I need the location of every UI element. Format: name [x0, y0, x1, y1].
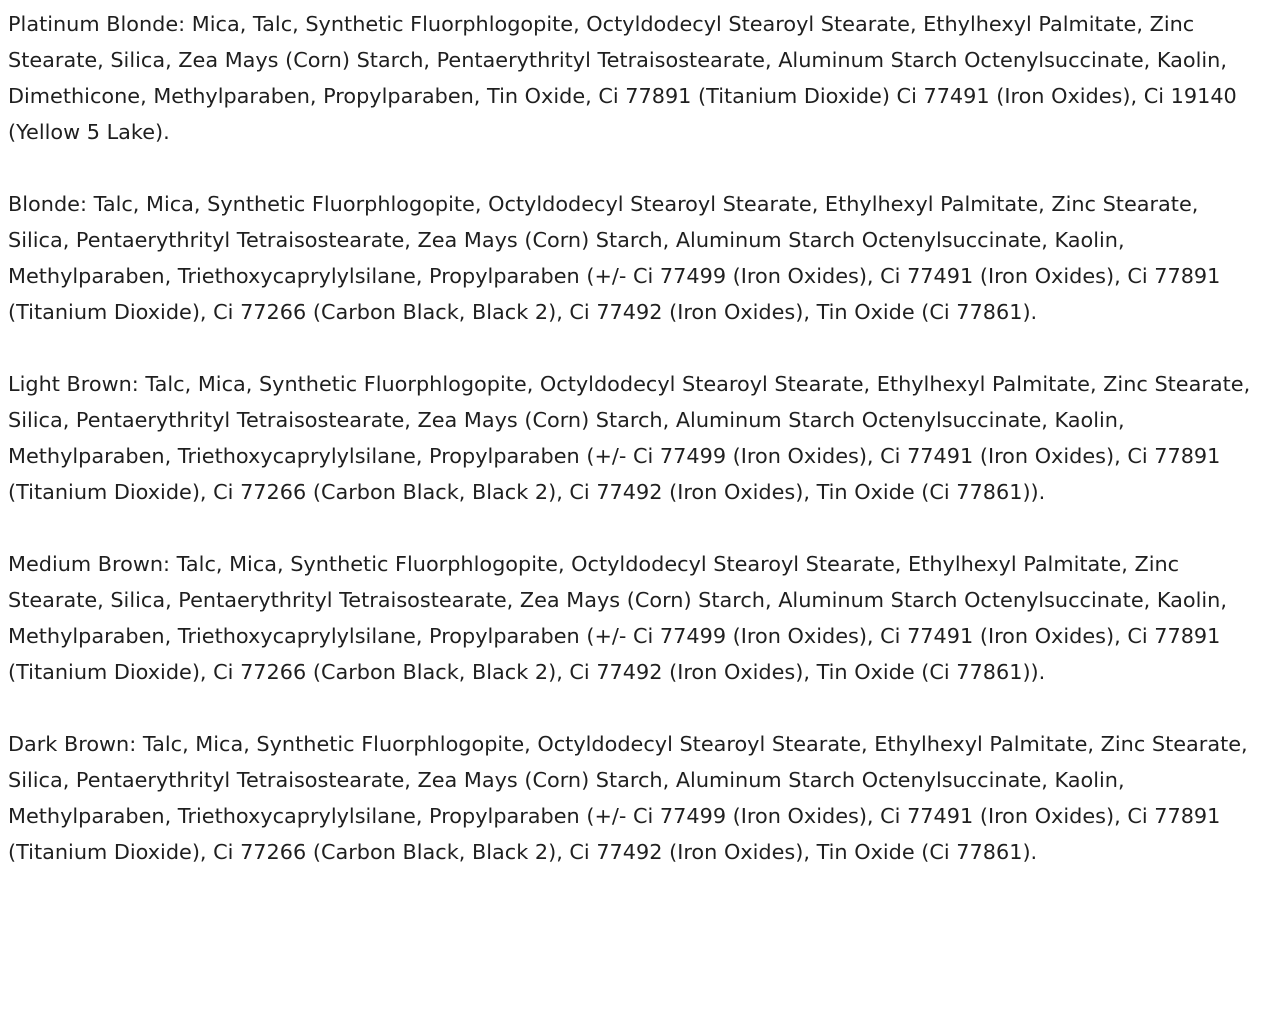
shade-ingredients-blonde: Blonde: Talc, Mica, Synthetic Fluorphlogopite, Octyldodecyl Stearoyl Stearate, Ethylhexyl Palmitate, Zinc Stearate, Silica, Pentaerythrityl Tetraisostearate, Zea Mays (Corn) Starch, Aluminum Starch Octenylsuccinate, Kaolin, Methylparaben, Triethoxycaprylylsilane, Propylparaben (+/- Ci 77499 (Iron Oxides), Ci 77491 (Iron Oxides), Ci 77891 (Titanium Dioxide), Ci 77266 (Carbon Black, Black 2), Ci 77492 (Iron Oxides), Tin Oxide (Ci 77861).: [8, 192, 1221, 324]
shade-ingredients-medium-brown: Medium Brown: Talc, Mica, Synthetic Fluorphlogopite, Octyldodecyl Stearoyl Stearate, Ethylhexyl Palmitate, Zinc Stearate, Silica, Pentaerythrityl Tetraisostearate, Zea Mays (Corn) Starch, Aluminum Starch Octenylsuccinate, Kaolin, Methylparaben, Triethoxycaprylylsilane, Propylparaben (+/- Ci 77499 (Iron Oxides), Ci 77491 (Iron Oxides), Ci 77891 (Titanium Dioxide), Ci 77266 (Carbon Black, Black 2), Ci 77492 (Iron Oxides), Tin Oxide (Ci 77861)).: [8, 552, 1227, 684]
shade-ingredients-platinum-blonde: Platinum Blonde: Mica, Talc, Synthetic Fluorphlogopite, Octyldodecyl Stearoyl Stearate, Ethylhexyl Palmitate, Zinc Stearate, Silica, Zea Mays (Corn) Starch, Pentaerythrityl Tetraisostearate, Aluminum Starch Octenylsuccinate, Kaolin, Dimethicone, Methylparaben, Propylparaben, Tin Oxide, Ci 77891 (Titanium Dioxide) Ci 77491 (Iron Oxides), Ci 19140 (Yellow 5 Lake).: [8, 12, 1237, 144]
shade-ingredients-dark-brown: Dark Brown: Talc, Mica, Synthetic Fluorphlogopite, Octyldodecyl Stearoyl Stearate, Ethylhexyl Palmitate, Zinc Stearate, Silica, Pentaerythrityl Tetraisostearate, Zea Mays (Corn) Starch, Aluminum Starch Octenylsuccinate, Kaolin, Methylparaben, Triethoxycaprylylsilane, Propylparaben (+/- Ci 77499 (Iron Oxides), Ci 77491 (Iron Oxides), Ci 77891 (Titanium Dioxide), Ci 77266 (Carbon Black, Black 2), Ci 77492 (Iron Oxides), Tin Oxide (Ci 77861).: [8, 732, 1248, 864]
shade-ingredients-light-brown: Light Brown: Talc, Mica, Synthetic Fluorphlogopite, Octyldodecyl Stearoyl Stearate, Ethylhexyl Palmitate, Zinc Stearate, Silica, Pentaerythrityl Tetraisostearate, Zea Mays (Corn) Starch, Aluminum Starch Octenylsuccinate, Kaolin, Methylparaben, Triethoxycaprylylsilane, Propylparaben (+/- Ci 77499 (Iron Oxides), Ci 77491 (Iron Oxides), Ci 77891 (Titanium Dioxide), Ci 77266 (Carbon Black, Black 2), Ci 77492 (Iron Oxides), Tin Oxide (Ci 77861)).: [8, 372, 1251, 504]
